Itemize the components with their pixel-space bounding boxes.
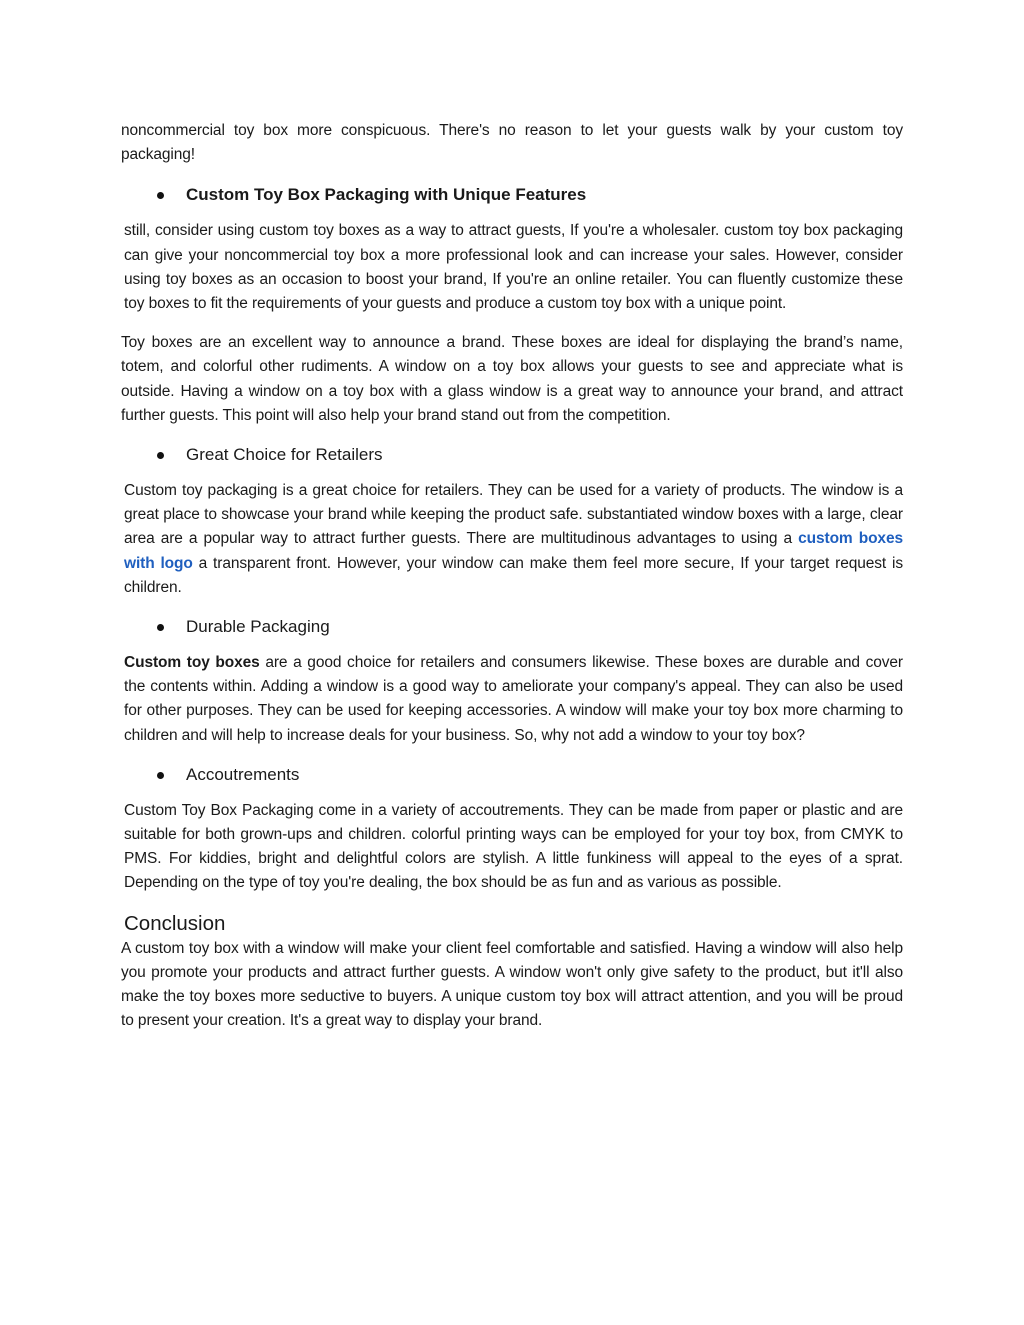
- paragraph-text: Custom toy packaging is a great choice for retailers. They can be used for a variety of products. The window is a great place to showcase your brand while keeping the product safe. substantiated window boxes with a large, clear area are a popular way to attract further guests. There are multitudinous advantages to using a: [124, 482, 903, 548]
- intro-paragraph: noncommercial toy box more conspicuous. There's no reason to let your guests walk by your custom toy packaging!: [121, 122, 903, 164]
- bullet-label: Durable Packaging: [186, 617, 330, 637]
- bullet-great-choice: [121, 443, 903, 467]
- paragraph-unique-features-1: still, consider using custom toy boxes as a way to attract guests, If you're a wholesaler. custom toy box packaging can give your noncommercial toy box a more professional look and can increase your sales. However, consider using toy boxes as an occasion to boost your brand, If you're an online retailer. You can fluently customize these toy boxes to fit the requirements of your guests and produce a custom toy box with a unique point.: [124, 222, 903, 313]
- custom-boxes-logo-link[interactable]: custom boxes with logo: [124, 530, 903, 572]
- conclusion-heading: Conclusion: [124, 911, 226, 935]
- paragraph-durable-packaging: [121, 651, 903, 748]
- paragraph-accoutrements: Custom Toy Box Packaging come in a variety of accoutrements. They can be made from paper or plastic and are suitable for both grown-ups and children. colorful printing ways can be employed for your toy box, from CMYK to PMS. For kiddies, bright and delightful colors are stylish. A little funkiness will appeal to the eyes of a sprat. Depending on the type of toy you're dealing, the box should be as fun and as various as possible.: [124, 801, 903, 892]
- bold-lead-text: Custom toy boxes: [124, 654, 260, 672]
- bullet-dot-icon: [157, 772, 164, 779]
- paragraph-unique-features-2: Toy boxes are an excellent way to announce a brand. These boxes are ideal for displaying the brand’s name, totem, and colorful other rudiments. A window on a toy box allows your guests to see and appreciate what is outside. Having a window on a toy box with a glass window is a great way to announce your brand, and attract further guests. This point will also help your brand stand out from the competition.: [121, 334, 903, 424]
- bullet-label: Custom Toy Box Packaging with Unique Features: [186, 185, 587, 205]
- bullet-unique-features: [121, 183, 903, 207]
- paragraph-text: a transparent front. However, your window can make them feel more secure, If your target request is children.: [124, 554, 903, 596]
- bullet-label: Great Choice for Retailers: [186, 445, 383, 465]
- bullet-dot-icon: [157, 624, 164, 631]
- paragraph-text: are a good choice for retailers and consumers likewise. These boxes are durable and cover the contents within. Adding a window is a good way to ameliorate your company's appeal. They can also be used for other purposes. They can be used for keeping accessories. A window will make your toy box more charming to children and will help to increase deals for your business. So, why not add a window to your toy box?: [124, 654, 903, 744]
- conclusion-paragraph: A custom toy box with a window will make your client feel comfortable and satisfied. Having a window will also help you promote your products and attract further guests. A window won't only give safety to the product, but it'll also make the toy boxes more seductive to buyers. A unique custom toy box will attract attention, and you will be proud to present your creation. It's a great way to display your brand.: [121, 939, 903, 1030]
- bullet-dot-icon: [157, 452, 164, 459]
- paragraph-great-choice: [121, 479, 903, 600]
- document-page: [121, 119, 903, 1033]
- bullet-durable-packaging: [121, 615, 903, 639]
- bullet-label: Accoutrements: [186, 764, 300, 784]
- bullet-accoutrements: [121, 763, 903, 787]
- bullet-dot-icon: [157, 192, 164, 199]
